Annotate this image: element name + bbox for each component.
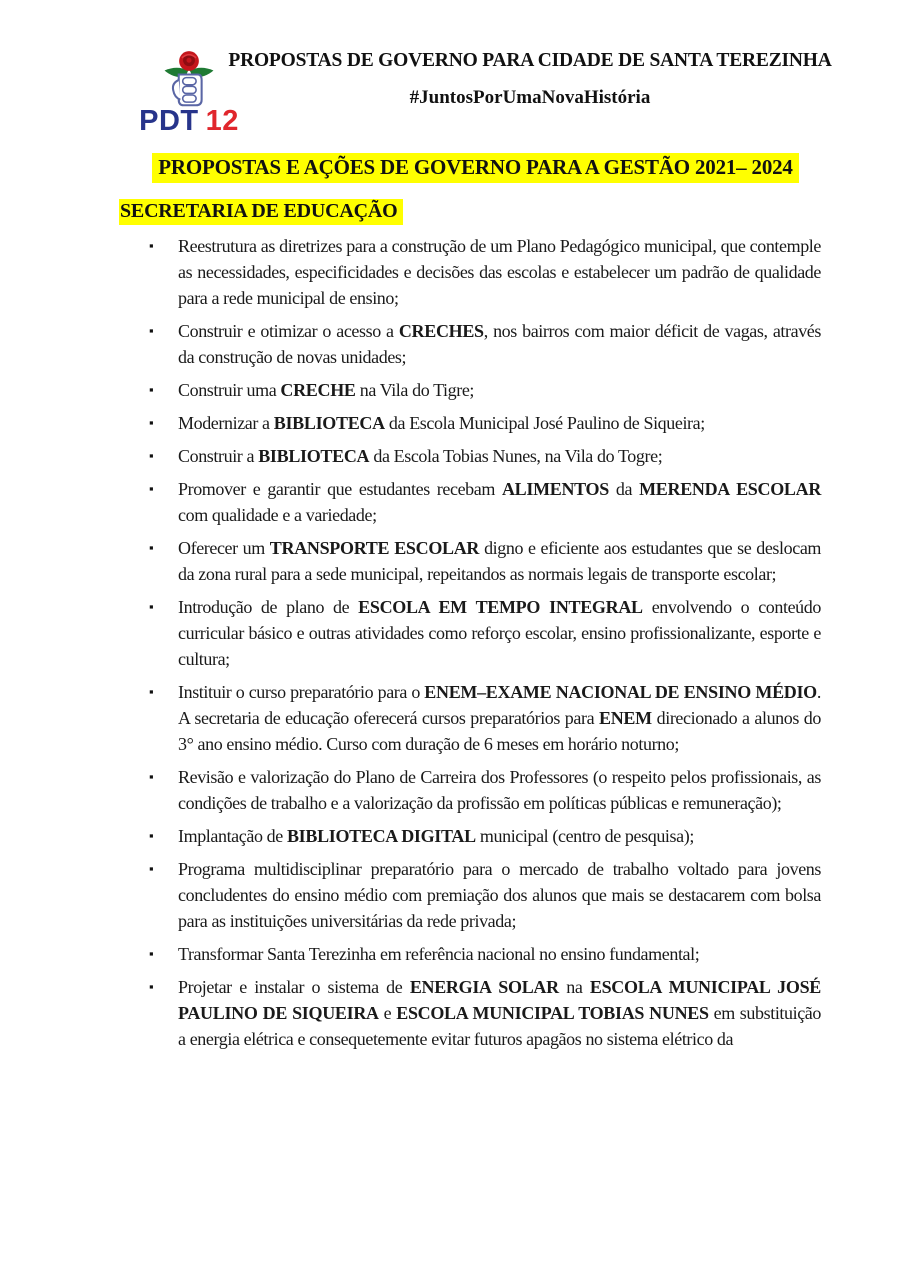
list-item (119, 535, 821, 587)
bullet-square-icon: ▪ (149, 382, 154, 397)
section-title: SECRETARIA DE EDUCAÇÃO (119, 199, 403, 225)
bullet-text: Construir a BIBLIOTECA da Escola Tobias Nunes, na Vila do Togre; (178, 446, 663, 466)
bullet-text: Promover e garantir que estudantes recebam ALIMENTOS da MERENDA ESCOLAR com qualidade e a variedade; (178, 479, 822, 525)
bullet-text: Implantação de BIBLIOTECA DIGITAL municipal (centro de pesquisa); (178, 826, 694, 846)
section-title-row (119, 199, 403, 225)
document-header (0, 50, 905, 137)
header-title: PROPOSTAS DE GOVERNO PARA CIDADE DE SANTA TEREZINHA (228, 50, 832, 71)
bullet-text: Introdução de plano de ESCOLA EM TEMPO INTEGRAL envolvendo o conteúdo curricular básico e outras atividades como reforço escolar, ensino profissionalizante, esporte e cultura; (178, 597, 821, 669)
bullet-text: Instituir o curso preparatório para o ENEM–EXAME NACIONAL DE ENSINO MÉDIO. A secretaria de educação oferecerá cursos preparatórios para ENEM direcionado a alunos do 3° ano ensino médio. Curso com duração de 6 meses em horário noturno; (178, 682, 821, 754)
list-item (119, 679, 821, 757)
bullet-square-icon: ▪ (149, 599, 154, 614)
bullet-square-icon: ▪ (149, 684, 154, 699)
bullet-text: Construir uma CRECHE na Vila do Tigre; (178, 380, 475, 400)
bullet-list (119, 233, 821, 1059)
pdt-logo-text (126, 107, 252, 136)
list-item (119, 377, 821, 403)
bullet-square-icon: ▪ (149, 238, 154, 253)
bullet-text: Modernizar a BIBLIOTECA da Escola Municipal José Paulino de Siqueira; (178, 413, 705, 433)
list-item (119, 823, 821, 849)
pdt-rose-fist-icon (148, 50, 230, 110)
list-item (119, 974, 821, 1052)
pdt-party-number: 12 (205, 105, 239, 137)
list-item (119, 233, 821, 311)
list-item (119, 856, 821, 934)
bullet-square-icon: ▪ (149, 828, 154, 843)
bullet-square-icon: ▪ (149, 979, 154, 994)
bullet-text: Transformar Santa Terezinha em referência nacional no ensino fundamental; (178, 944, 700, 964)
list-item (119, 443, 821, 469)
bullet-text: Oferecer um TRANSPORTE ESCOLAR digno e eficiente aos estudantes que se deslocam da zona rural para a sede municipal, repeitandos as normais legais de transporte escolar; (178, 538, 822, 584)
main-title-row (0, 153, 905, 183)
bullet-text: Projetar e instalar o sistema de ENERGIA SOLAR na ESCOLA MUNICIPAL JOSÉ PAULINO DE SIQUEIRA e ESCOLA MUNICIPAL TOBIAS NUNES em substituição a energia elétrica e consequetemente evitar futuros apagãos no sistema elétrico da (178, 977, 822, 1049)
header-hashtag: #JuntosPorUmaNovaHistória (409, 87, 651, 108)
list-item (119, 410, 821, 436)
bullet-text: Programa multidisciplinar preparatório para o mercado de trabalho voltado para jovens concludentes do ensino médio com premiação dos alunos que mais se destacarem com bolsa para as instituições universitárias da rede privada; (178, 859, 821, 931)
bullet-square-icon: ▪ (149, 323, 154, 338)
bullet-square-icon: ▪ (149, 769, 154, 784)
list-item (119, 941, 821, 967)
page-title: PROPOSTAS E AÇÕES DE GOVERNO PARA A GESTÃO 2021– 2024 (152, 153, 798, 183)
list-item (119, 594, 821, 672)
bullet-square-icon: ▪ (149, 481, 154, 496)
bullet-square-icon: ▪ (149, 448, 154, 463)
list-item (119, 764, 821, 816)
bullet-text: Construir e otimizar o acesso a CRECHES, nos bairros com maior déficit de vagas, através da construção de novas unidades; (178, 321, 821, 367)
bullet-square-icon: ▪ (149, 415, 154, 430)
bullet-square-icon: ▪ (149, 861, 154, 876)
list-item (119, 476, 821, 528)
bullet-square-icon: ▪ (149, 946, 154, 961)
bullet-text: Revisão e valorização do Plano de Carreira dos Professores (o respeito pelos profissionais, as condições de trabalho e a valorização da profissão em políticas públicas e remuneração); (178, 767, 821, 813)
bullet-square-icon: ▪ (149, 540, 154, 555)
header-titles (212, 50, 848, 109)
bullet-text: Reestrutura as diretrizes para a construção de um Plano Pedagógico municipal, que contemple as necessidades, especificidades e decisões das escolas e estabelecer um padrão de qualidade para a rede municipal de ensino; (178, 236, 821, 308)
pdt-party-name: PDT (139, 105, 199, 137)
list-item (119, 318, 821, 370)
pdt-logo (126, 50, 252, 136)
